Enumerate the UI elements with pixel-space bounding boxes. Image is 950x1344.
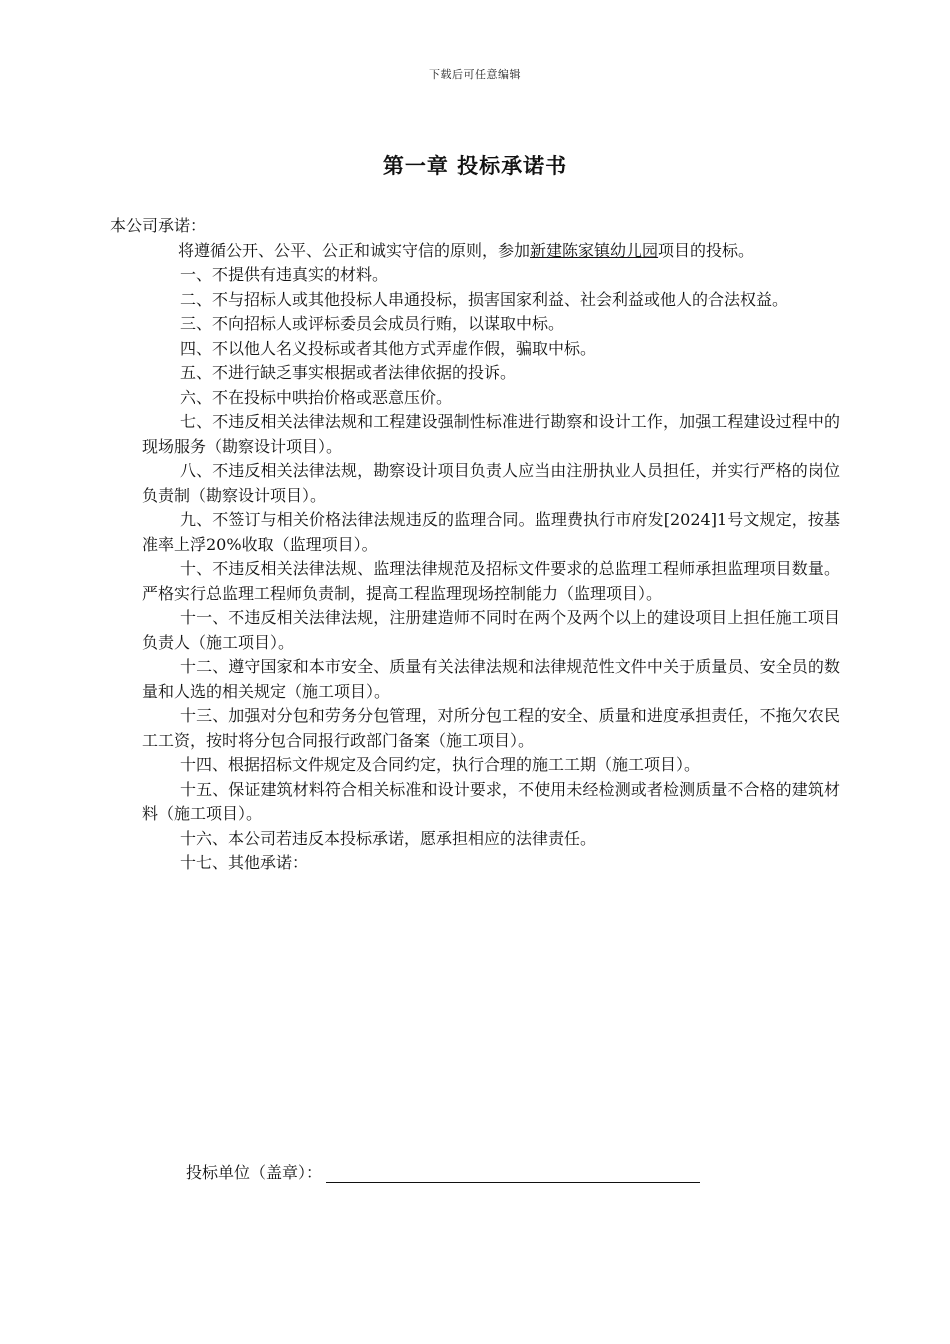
commitment-item: 十四、根据招标文件规定及合同约定，执行合理的施工工期（施工项目）。: [180, 755, 701, 774]
commitment-item: 一、不提供有违真实的材料。: [180, 265, 389, 284]
commitment-item: 二、不与招标人或其他投标人串通投标，损害国家利益、社会利益或他人的合法权益。: [180, 289, 789, 309]
signature-line: [326, 1164, 700, 1183]
project-name: 新建陈家镇幼儿园: [530, 240, 659, 260]
commitment-item: 八、不违反相关法律法规，勘察设计项目负责人应当由注册执业人员担任，并实行严格的岗位负责制（勘察设计项目）。: [142, 461, 840, 505]
page-title: 第一章 投标承诺书: [382, 153, 568, 178]
intro-label: 本公司承诺：: [110, 216, 207, 235]
intro-before-project: 将遵循公开、公平、公正和诚实守信的原则，参加: [178, 240, 531, 260]
intro-paragraph: [110, 239, 840, 264]
commitment-item: 十二、遵守国家和本市安全、质量有关法律法规和法律规范性文件中关于质量员、安全员的数量和人选的相关规定（施工项目）。: [142, 657, 840, 701]
commitment-list: [110, 263, 840, 876]
signature-label: 投标单位（盖章）：: [186, 1163, 323, 1182]
commitment-item: 四、不以他人名义投标或者其他方式弄虚作假，骗取中标。: [180, 338, 597, 358]
commitment-item: 十五、保证建筑材料符合相关标准和设计要求，不使用未经检测或者检测质量不合格的建筑材料（施工项目）。: [142, 779, 840, 823]
intro-after-project: 项目的投标。: [658, 240, 755, 260]
commitment-item: 十一、不违反相关法律法规，注册建造师不同时在两个及两个以上的建设项目上担任施工项目负责人（施工项目）。: [142, 608, 840, 652]
commitment-body: [110, 214, 840, 876]
commitment-item: 六、不在投标中哄抬价格或恶意压价。: [180, 387, 453, 407]
header-note: 下载后可任意编辑: [429, 68, 521, 81]
commitment-item: 十三、加强对分包和劳务分包管理，对所分包工程的安全、质量和进度承担责任，不拖欠农民工工资，按时将分包合同报行政部门备案（施工项目）。: [142, 706, 840, 750]
commitment-item: 三、不向招标人或评标委员会成员行贿，以谋取中标。: [180, 314, 565, 333]
commitment-item: 五、不进行缺乏事实根据或者法律依据的投诉。: [180, 363, 517, 382]
commitment-item: 九、不签订与相关价格法律法规违反的监理合同。监理费执行市府发[2024]1号文规定，按基准率上浮20%收取（监理项目）。: [142, 510, 840, 554]
commitment-item: 十、不违反相关法律法规、监理法律规范及招标文件要求的总监理工程师承担监理项目数量。严格实行总监理工程师负责制，提高工程监理现场控制能力（监理项目）。: [142, 559, 840, 603]
commitment-item: 十七、其他承诺：: [180, 853, 309, 872]
commitment-item: 七、不违反相关法律法规和工程建设强制性标准进行勘察和设计工作，加强工程建设过程中的现场服务（勘察设计项目）。: [142, 412, 840, 456]
signature-row: [186, 1160, 700, 1183]
commitment-item: 十六、本公司若违反本投标承诺，愿承担相应的法律责任。: [180, 828, 597, 848]
